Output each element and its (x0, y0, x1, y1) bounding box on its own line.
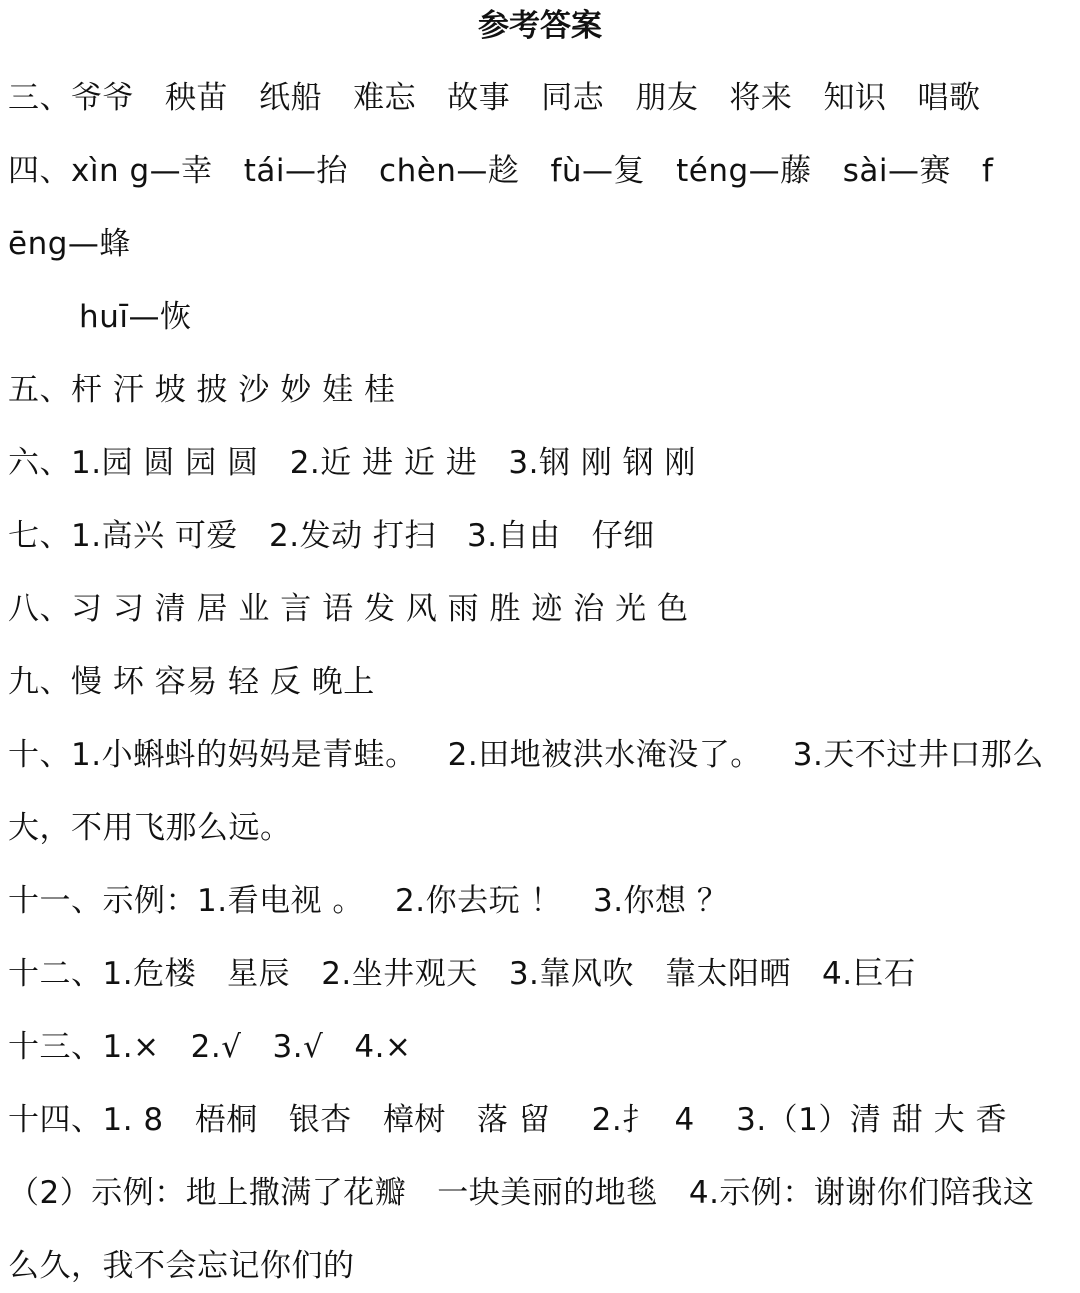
answer-line-3: 三、爷爷 秧苗 纸船 难忘 故事 同志 朋友 将来 知识 唱歌 (8, 80, 981, 116)
answer-line-14-cont: （2）示例：地上撒满了花瓣 一块美丽的地毯 4.示例：谢谢你们陪我这 (8, 1175, 1035, 1211)
answer-line-8: 八、习 习 清 居 业 言 语 发 风 雨 胜 迹 治 光 色 (8, 591, 689, 627)
answer-line-14-cont-2: 么久，我不会忘记你们的 (8, 1248, 355, 1284)
answer-line-7: 七、1.高兴 可爱 2.发动 打扫 3.自由 仔细 (8, 518, 655, 554)
page-title: 参考答案 (478, 8, 602, 44)
answer-line-4: 四、xìn g—幸 tái—抬 chèn—趁 fù—复 téng—藤 sài—赛 f (8, 153, 994, 189)
answer-line-9: 九、慢 坏 容易 轻 反 晚上 (8, 664, 375, 700)
answer-line-14: 十四、1. 8 梧桐 银杏 樟树 落 留 2.扌 4 3.（1）清 甜 大 香 (8, 1102, 1007, 1138)
answer-line-11: 十一、示例：1.看电视 。 2.你去玩 ！ 3.你想 ？ (8, 883, 729, 919)
answer-line-12: 十二、1.危楼 星辰 2.坐井观天 3.靠风吹 靠太阳晒 4.巨石 (8, 956, 916, 992)
answer-line-4-cont-2: huī—恢 (48, 299, 192, 335)
answer-line-10: 十、1.小蝌蚪的妈妈是青蛙。 2.田地被洪水淹没了。 3.天不过井口那么 (8, 737, 1044, 773)
answer-line-6: 六、1.园 圆 园 圆 2.近 进 近 进 3.钢 刚 钢 刚 (8, 445, 697, 481)
answer-line-5: 五、杆 汗 坡 披 沙 妙 娃 桂 (8, 372, 396, 408)
answer-line-10-cont: 大，不用飞那么远。 (8, 810, 292, 846)
answer-line-4-cont: ēng—蜂 (8, 226, 131, 262)
answer-line-13: 十三、1.× 2.√ 3.√ 4.× (8, 1029, 412, 1065)
